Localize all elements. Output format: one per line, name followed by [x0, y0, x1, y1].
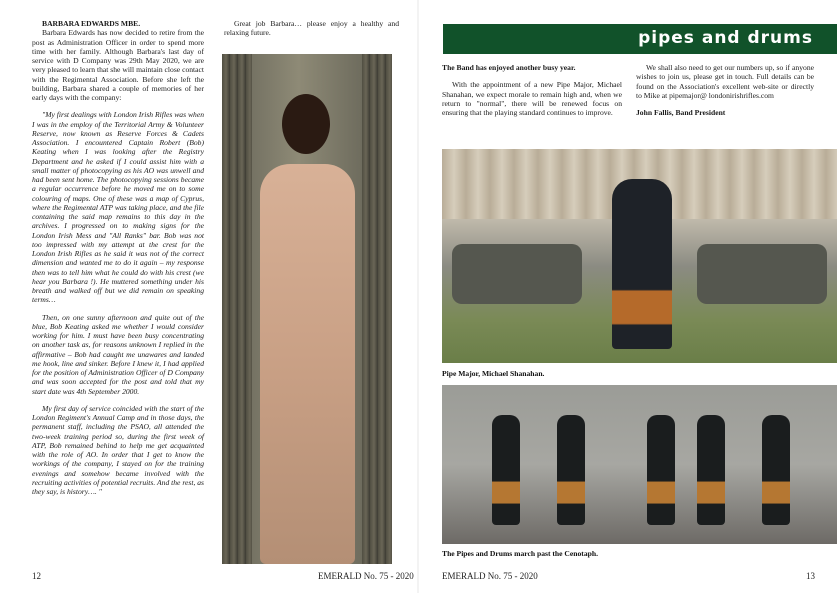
marcher-figure [647, 415, 675, 525]
pipe-major-photo [442, 149, 837, 363]
quote-paragraph: My first day of service coincided with the start of the London Regiment's Annual Camp and in those days, the permanent staff, including the PSAO, all attended the two-week training period so, during the first week of ATP, Bob remained behind to help me get acquainted with the role of AO. In order that I get to know the workings of the company, I stayed on for the training evenings and somehow became involved with the recruiting activities of potential recruits. And the rest, as they say, is history…. " [32, 403, 204, 496]
article-heading: BARBARA EDWARDS MBE. [42, 19, 141, 28]
cannon-left [452, 244, 582, 304]
quote-paragraph: Then, on one sunny afternoon and quite out of the blue, Bob Keating asked me whether I would consider working for him. I must have been busy concentrating on another task as, for reasons unknown I replied in the affirmative – Bob had caught me unawares and landed me hook, line and sinker. Before I knew it, I had applied for the position of Administration Officer of D Company and was soon accepted for the post and told that my start date was 4th September 2000. [32, 312, 204, 396]
article-paragraph: Barbara Edwards has now decided to retire from the post as Administration Officer in order to spend more time with her family. Although Barbara's last day of service with D Company was 29th May 2020, we are very pleased to learn that she will maintain close contact with the Regimental Association. Before she left the building, Barbara shared a couple of memories of her early days with the company: [32, 28, 204, 102]
article-paragraph [32, 19, 204, 28]
section-title: pipes and drums [638, 28, 813, 48]
marcher-figure [697, 415, 725, 525]
photo-caption-pipe-major: Pipe Major, Michael Shanahan. [442, 369, 545, 378]
band-column-left [442, 63, 622, 125]
piper-figure [612, 179, 672, 349]
article-column-left [32, 19, 204, 504]
marcher-figure [762, 415, 790, 525]
issue-footer-right: EMERALD No. 75 - 2020 [442, 571, 538, 581]
marcher-figure [557, 415, 585, 525]
left-page [0, 0, 418, 593]
article-column-right [224, 19, 399, 46]
photo-caption-parade: The Pipes and Drums march past the Cenotaph. [442, 549, 598, 558]
band-signature: John Fallis, Band President [636, 108, 726, 117]
band-lead: The Band has enjoyed another busy year. [442, 63, 576, 72]
quote-paragraph: "My first dealings with London Irish Rifles was when I was in the employ of the Territorial Army & Volunteer Reserve, now known as Reserve Forces & Cadets Association. I encountered Captain Robert (Bob) Keating when I was looking after the Registry Department and he asked if I could assist him with a small matter of photocopying as his AO was unwell and had been sent home. The photocopying sessions became a regular occurrence before he moved me on to some colouring of maps. One of these was a map of Cyprus, where the Regimental ATP was taking place, and the file containing the said map remains to this day in the archives. I progressed on to making signs for the London Irish Mess and "All Ranks" bar. Bob was not too impressed with my attempt at the crest for the London Irish Rifles as he said it was not of the correct dimension and wanted me to do it again – my response then was to tell him what he could do with his crest (we hear you Barbara !). He muttered something under his breath and walked off but we did remain on speaking terms… [32, 110, 204, 305]
cenotaph-parade-photo [442, 385, 837, 544]
barbara-edwards-photo [222, 54, 392, 564]
section-banner [443, 24, 837, 54]
portrait-gown [260, 164, 355, 564]
band-column-right [636, 63, 814, 125]
curtain-left [222, 54, 252, 564]
page-number-right: 13 [806, 571, 815, 581]
marcher-figure [492, 415, 520, 525]
cannon-right [697, 244, 827, 304]
right-page [419, 0, 837, 593]
band-paragraph: We shall also need to get our numbers up, so if anyone wishes to join us, please get in touch. Full details can be found on the Association's excellent web-site or directly to Mike at pipemajor@ londonirishrifles.com [636, 63, 814, 100]
portrait-head [282, 94, 330, 154]
issue-footer-left: EMERALD No. 75 - 2020 [318, 571, 414, 581]
closing-paragraph: Great job Barbara… please enjoy a healthy and relaxing future. [224, 19, 399, 38]
curtain-right [362, 54, 392, 564]
page-number-left: 12 [32, 571, 41, 581]
band-paragraph: With the appointment of a new Pipe Major, Michael Shanahan, we expect morale to remain high and, when we return to "normal", there will be renewed focus on ensuring that the playing standard continues to improve. [442, 80, 622, 117]
